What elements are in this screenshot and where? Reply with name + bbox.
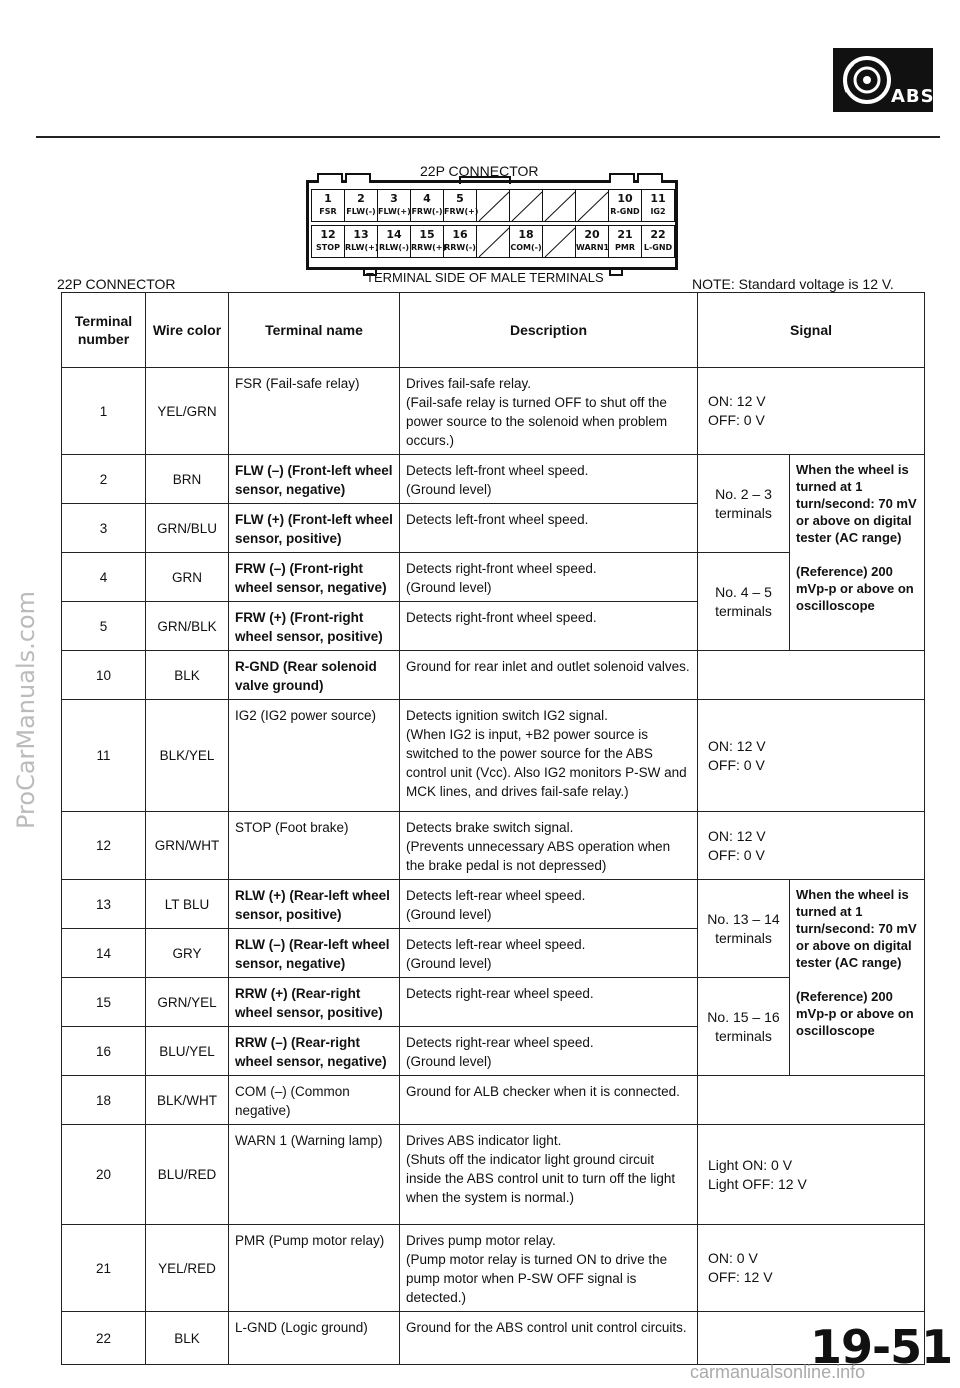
connector-pin bbox=[509, 189, 543, 222]
connector-pin bbox=[542, 225, 576, 258]
signal-cell: ON: 12 V OFF: 0 V bbox=[698, 812, 925, 880]
connector-pin: 22 L-GND bbox=[641, 225, 675, 258]
table-header-row bbox=[62, 293, 925, 368]
connector-title: 22P CONNECTOR bbox=[420, 163, 539, 179]
brake-disc-icon bbox=[839, 52, 895, 108]
signal-cell: ON: 12 V OFF: 0 V bbox=[698, 700, 925, 812]
terminal-name-cell: FLW (–) (Front-left wheel sensor, negative) bbox=[229, 455, 400, 504]
wire-color-cell: GRY bbox=[146, 929, 229, 978]
connector-pin: 14 RLW(-) bbox=[377, 225, 411, 258]
description-cell: Detects right-rear wheel speed. bbox=[400, 978, 698, 1027]
table-row bbox=[62, 880, 925, 929]
connector-pin: 1 FSR bbox=[311, 189, 345, 222]
abs-logo bbox=[833, 48, 933, 112]
terminal-name-cell: COM (–) (Common negative) bbox=[229, 1076, 400, 1125]
terminal-name-cell: RLW (+) (Rear-left wheel sensor, positive) bbox=[229, 880, 400, 929]
connector-pin: 16 RRW(-) bbox=[443, 225, 477, 258]
header-wire-color: Wire color bbox=[146, 293, 229, 368]
header-signal: Signal bbox=[698, 293, 925, 368]
table-row bbox=[62, 812, 925, 880]
terminal-number-cell: 21 bbox=[62, 1225, 146, 1312]
signal-cell bbox=[698, 651, 925, 700]
connector-pin: 3 FLW(+) bbox=[377, 189, 411, 222]
terminal-name-cell: WARN 1 (Warning lamp) bbox=[229, 1125, 400, 1225]
connector-pin bbox=[476, 225, 510, 258]
terminal-number-cell: 2 bbox=[62, 455, 146, 504]
terminal-name-cell: FLW (+) (Front-left wheel sensor, positive) bbox=[229, 504, 400, 553]
footer-watermark: carmanualsonline.info bbox=[690, 1362, 866, 1382]
table-row bbox=[62, 1076, 925, 1125]
table-row bbox=[62, 1225, 925, 1312]
voltage-note: NOTE: Standard voltage is 12 V. bbox=[692, 276, 894, 292]
section-label: 22P CONNECTOR bbox=[57, 276, 176, 292]
table-row bbox=[62, 651, 925, 700]
terminal-number-cell: 20 bbox=[62, 1125, 146, 1225]
terminal-number-cell: 14 bbox=[62, 929, 146, 978]
signal-cell: ON: 12 V OFF: 0 V bbox=[698, 368, 925, 455]
terminal-number-cell: 15 bbox=[62, 978, 146, 1027]
wire-color-cell: BLK/YEL bbox=[146, 700, 229, 812]
description-cell: Ground for ALB checker when it is connected. bbox=[400, 1076, 698, 1125]
connector-pin: 21 PMR bbox=[608, 225, 642, 258]
signal-group-cell: No. 15 – 16 terminals bbox=[698, 978, 790, 1076]
wire-color-cell: YEL/GRN bbox=[146, 368, 229, 455]
description-cell: Detects right-rear wheel speed. (Ground level) bbox=[400, 1027, 698, 1076]
connector-pin: 18 COM(-) bbox=[509, 225, 543, 258]
connector-pin: 11 IG2 bbox=[641, 189, 675, 222]
connector-side-label: TERMINAL SIDE OF MALE TERMINALS bbox=[366, 270, 604, 285]
description-cell: Detects left-front wheel speed. (Ground level) bbox=[400, 455, 698, 504]
description-cell: Detects left-rear wheel speed. (Ground level) bbox=[400, 929, 698, 978]
header-description: Description bbox=[400, 293, 698, 368]
connector-pin: 5 FRW(+) bbox=[443, 189, 477, 222]
wire-color-cell: LT BLU bbox=[146, 880, 229, 929]
connector-pin: 20 WARN1 bbox=[575, 225, 609, 258]
description-cell: Detects brake switch signal. (Prevents unnecessary ABS operation when the brake pedal is not depressed) bbox=[400, 812, 698, 880]
terminal-name-cell: PMR (Pump motor relay) bbox=[229, 1225, 400, 1312]
terminal-number-cell: 16 bbox=[62, 1027, 146, 1076]
wire-color-cell: BLU/RED bbox=[146, 1125, 229, 1225]
connector-pin: 2 FLW(-) bbox=[344, 189, 378, 222]
terminal-name-cell: R-GND (Rear solenoid valve ground) bbox=[229, 651, 400, 700]
wire-color-cell: BLU/YEL bbox=[146, 1027, 229, 1076]
header-rule bbox=[36, 136, 940, 138]
wire-color-cell: GRN bbox=[146, 553, 229, 602]
terminal-number-cell: 1 bbox=[62, 368, 146, 455]
connector-diagram bbox=[306, 180, 678, 270]
connector-pin: 13 RLW(+) bbox=[344, 225, 378, 258]
description-cell: Detects left-front wheel speed. bbox=[400, 504, 698, 553]
terminal-number-cell: 11 bbox=[62, 700, 146, 812]
description-cell: Ground for the ABS control unit control circuits. bbox=[400, 1312, 698, 1365]
side-watermark: ProCarManuals.com bbox=[12, 590, 40, 830]
description-cell: Drives ABS indicator light. (Shuts off the indicator light ground circuit inside the ABS control unit to turn off the light when the system is normal.) bbox=[400, 1125, 698, 1225]
header-terminal-name: Terminal name bbox=[229, 293, 400, 368]
wire-color-cell: BLK bbox=[146, 651, 229, 700]
terminal-name-cell: RRW (+) (Rear-right wheel sensor, positive) bbox=[229, 978, 400, 1027]
wheel-signal-cell: When the wheel is turned at 1 turn/second: 70 mV or above on digital tester (AC range) (Reference) 200 mVp-p or above on oscilloscope bbox=[790, 880, 925, 1076]
connector-pin: 12 STOP bbox=[311, 225, 345, 258]
description-cell: Drives fail-safe relay. (Fail-safe relay is turned OFF to shut off the power source to the solenoid when problem occurs.) bbox=[400, 368, 698, 455]
connector-pin bbox=[476, 189, 510, 222]
wire-color-cell: GRN/BLU bbox=[146, 504, 229, 553]
terminal-name-cell: FRW (+) (Front-right wheel sensor, positive) bbox=[229, 602, 400, 651]
description-cell: Detects ignition switch IG2 signal. (When IG2 is input, +B2 power source is switched to the power source for the ABS control unit (Vcc). Also IG2 monitors P-SW and MCK lines, and drives fail-safe relay.) bbox=[400, 700, 698, 812]
terminal-table bbox=[61, 292, 925, 1365]
connector-pin: 15 RRW(+) bbox=[410, 225, 444, 258]
signal-group-cell: No. 13 – 14 terminals bbox=[698, 880, 790, 978]
page-number: 19-51 bbox=[810, 1320, 953, 1374]
wire-color-cell: BLK bbox=[146, 1312, 229, 1365]
terminal-name-cell: L-GND (Logic ground) bbox=[229, 1312, 400, 1365]
wire-color-cell: GRN/YEL bbox=[146, 978, 229, 1027]
table-row bbox=[62, 368, 925, 455]
terminal-number-cell: 3 bbox=[62, 504, 146, 553]
header-terminal-number: Terminal number bbox=[62, 293, 146, 368]
wire-color-cell: BRN bbox=[146, 455, 229, 504]
signal-cell: ON: 0 V OFF: 12 V bbox=[698, 1225, 925, 1312]
wheel-signal-cell: When the wheel is turned at 1 turn/second: 70 mV or above on digital tester (AC range) (Reference) 200 mVp-p or above on oscilloscope bbox=[790, 455, 925, 651]
signal-group-cell: No. 2 – 3 terminals bbox=[698, 455, 790, 553]
wire-color-cell: GRN/BLK bbox=[146, 602, 229, 651]
terminal-number-cell: 5 bbox=[62, 602, 146, 651]
terminal-number-cell: 10 bbox=[62, 651, 146, 700]
signal-group-cell: No. 4 – 5 terminals bbox=[698, 553, 790, 651]
terminal-name-cell: IG2 (IG2 power source) bbox=[229, 700, 400, 812]
table-row bbox=[62, 1125, 925, 1225]
terminal-number-cell: 18 bbox=[62, 1076, 146, 1125]
wire-color-cell: YEL/RED bbox=[146, 1225, 229, 1312]
terminal-number-cell: 12 bbox=[62, 812, 146, 880]
table-row bbox=[62, 1312, 925, 1365]
terminal-number-cell: 13 bbox=[62, 880, 146, 929]
terminal-name-cell: FRW (–) (Front-right wheel sensor, negative) bbox=[229, 553, 400, 602]
signal-cell bbox=[698, 1076, 925, 1125]
connector-pin bbox=[542, 189, 576, 222]
connector-pin: 10 R-GND bbox=[608, 189, 642, 222]
wire-color-cell: GRN/WHT bbox=[146, 812, 229, 880]
terminal-name-cell: FSR (Fail-safe relay) bbox=[229, 368, 400, 455]
connector-pin: 4 FRW(-) bbox=[410, 189, 444, 222]
description-cell: Detects left-rear wheel speed. (Ground level) bbox=[400, 880, 698, 929]
terminal-name-cell: STOP (Foot brake) bbox=[229, 812, 400, 880]
description-cell: Detects right-front wheel speed. (Ground level) bbox=[400, 553, 698, 602]
terminal-name-cell: RLW (–) (Rear-left wheel sensor, negative) bbox=[229, 929, 400, 978]
wire-color-cell: BLK/WHT bbox=[146, 1076, 229, 1125]
connector-pin bbox=[575, 189, 609, 222]
abs-logo-text: ABS bbox=[891, 86, 935, 107]
signal-cell: Light ON: 0 V Light OFF: 12 V bbox=[698, 1125, 925, 1225]
description-cell: Ground for rear inlet and outlet solenoid valves. bbox=[400, 651, 698, 700]
table-row bbox=[62, 700, 925, 812]
terminal-number-cell: 22 bbox=[62, 1312, 146, 1365]
table-row bbox=[62, 455, 925, 504]
description-cell: Detects right-front wheel speed. bbox=[400, 602, 698, 651]
terminal-number-cell: 4 bbox=[62, 553, 146, 602]
terminal-name-cell: RRW (–) (Rear-right wheel sensor, negative) bbox=[229, 1027, 400, 1076]
description-cell: Drives pump motor relay. (Pump motor relay is turned ON to drive the pump motor when P-SW OFF signal is detected.) bbox=[400, 1225, 698, 1312]
